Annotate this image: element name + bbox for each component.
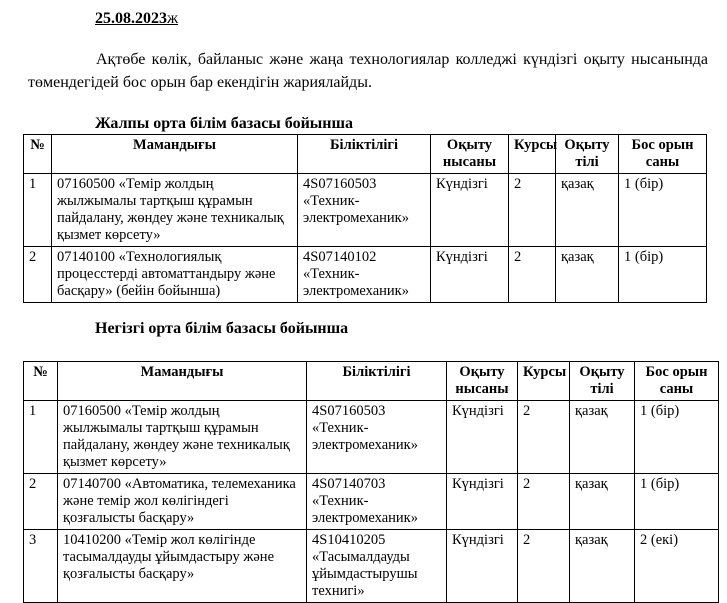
section1-title: Жалпы орта білім базасы бойынша bbox=[95, 115, 354, 132]
section2-table bbox=[23, 361, 719, 603]
cell-num: 3 bbox=[24, 530, 58, 603]
cell-lang: қазақ bbox=[556, 174, 619, 247]
cell-vacancies: 1 (бір) bbox=[635, 474, 719, 530]
cell-form: Күндізгі bbox=[447, 401, 518, 474]
cell-form: Күндізгі bbox=[431, 174, 509, 247]
header-qualification: Біліктілігі bbox=[307, 362, 447, 401]
table-row bbox=[24, 401, 719, 474]
header-course: Курсы bbox=[509, 135, 556, 174]
cell-form: Күндізгі bbox=[431, 247, 509, 303]
header-specialty: Мамандығы bbox=[52, 135, 298, 174]
table-row bbox=[24, 530, 719, 603]
header-qualification: Біліктілігі bbox=[298, 135, 431, 174]
cell-vacancies: 1 (бір) bbox=[619, 247, 707, 303]
cell-course: 2 bbox=[518, 401, 570, 474]
cell-num: 2 bbox=[24, 474, 58, 530]
cell-form: Күндізгі bbox=[447, 530, 518, 603]
cell-qualification: 4S07140102 «Техник-электромеханик» bbox=[298, 247, 431, 303]
cell-course: 2 bbox=[518, 474, 570, 530]
table-row bbox=[24, 247, 707, 303]
cell-num: 1 bbox=[24, 174, 52, 247]
table-row bbox=[24, 474, 719, 530]
cell-qualification: 4S07140703 «Техник-электромеханик» bbox=[307, 474, 447, 530]
table-row bbox=[24, 174, 707, 247]
cell-vacancies: 2 (екі) bbox=[635, 530, 719, 603]
cell-num: 1 bbox=[24, 401, 58, 474]
cell-lang: қазақ bbox=[570, 530, 635, 603]
cell-lang: қазақ bbox=[570, 401, 635, 474]
intro-paragraph: Ақтөбе көлік, байланыс және жаңа технологиялар колледжі күндізгі оқыту нысанында төмендегідей бос орын бар екендігін жариялайды. bbox=[28, 51, 708, 91]
cell-vacancies: 1 (бір) bbox=[619, 174, 707, 247]
header-vacancies: Бос орын саны bbox=[619, 135, 707, 174]
date-suffix: ж bbox=[167, 10, 179, 27]
section1-table bbox=[23, 134, 707, 303]
header-num: № bbox=[24, 135, 52, 174]
header-lang: Оқыту тілі bbox=[570, 362, 635, 401]
table-header-row bbox=[24, 135, 707, 174]
header-specialty: Мамандығы bbox=[58, 362, 307, 401]
cell-course: 2 bbox=[509, 247, 556, 303]
header-course: Курсы bbox=[518, 362, 570, 401]
date-value: 25.08.2023 bbox=[95, 10, 167, 27]
cell-num: 2 bbox=[24, 247, 52, 303]
header-vacancies: Бос орын саны bbox=[635, 362, 719, 401]
cell-specialty: 07140700 «Автоматика, телемеханика және темір жол көлігіндегі қозғалысты басқару» bbox=[58, 474, 307, 530]
cell-qualification: 4S07160503 «Техник-электромеханик» bbox=[307, 401, 447, 474]
cell-qualification: 4S10410205 «Тасымалдауды ұйымдастырушы технигі» bbox=[307, 530, 447, 603]
cell-specialty: 10410200 «Темір жол көлігінде тасымалдауды ұйымдастыру және қозғалысты басқару» bbox=[58, 530, 307, 603]
section2-title: Негізгі орта білім базасы бойынша bbox=[95, 320, 349, 337]
cell-specialty: 07160500 «Темір жолдың жылжымалы тартқыш құрамын пайдалану, жөндеу және техникалық қызмет көрсету» bbox=[52, 174, 298, 247]
header-form: Оқыту нысаны bbox=[431, 135, 509, 174]
cell-course: 2 bbox=[509, 174, 556, 247]
cell-form: Күндізгі bbox=[447, 474, 518, 530]
cell-qualification: 4S07160503 «Техник-электромеханик» bbox=[298, 174, 431, 247]
table-header-row bbox=[24, 362, 719, 401]
document-date bbox=[95, 10, 178, 28]
header-num: № bbox=[24, 362, 58, 401]
cell-specialty: 07140100 «Технологиялық процесстерді автоматтандыру және басқару» (бейін бойынша) bbox=[52, 247, 298, 303]
cell-vacancies: 1 (бір) bbox=[635, 401, 719, 474]
header-form: Оқыту нысаны bbox=[447, 362, 518, 401]
cell-lang: қазақ bbox=[556, 247, 619, 303]
cell-course: 2 bbox=[518, 530, 570, 603]
cell-lang: қазақ bbox=[570, 474, 635, 530]
header-lang: Оқыту тілі bbox=[556, 135, 619, 174]
cell-specialty: 07160500 «Темір жолдың жылжымалы тартқыш құрамын пайдалану, жөндеу және техникалық қызмет көрсету» bbox=[58, 401, 307, 474]
